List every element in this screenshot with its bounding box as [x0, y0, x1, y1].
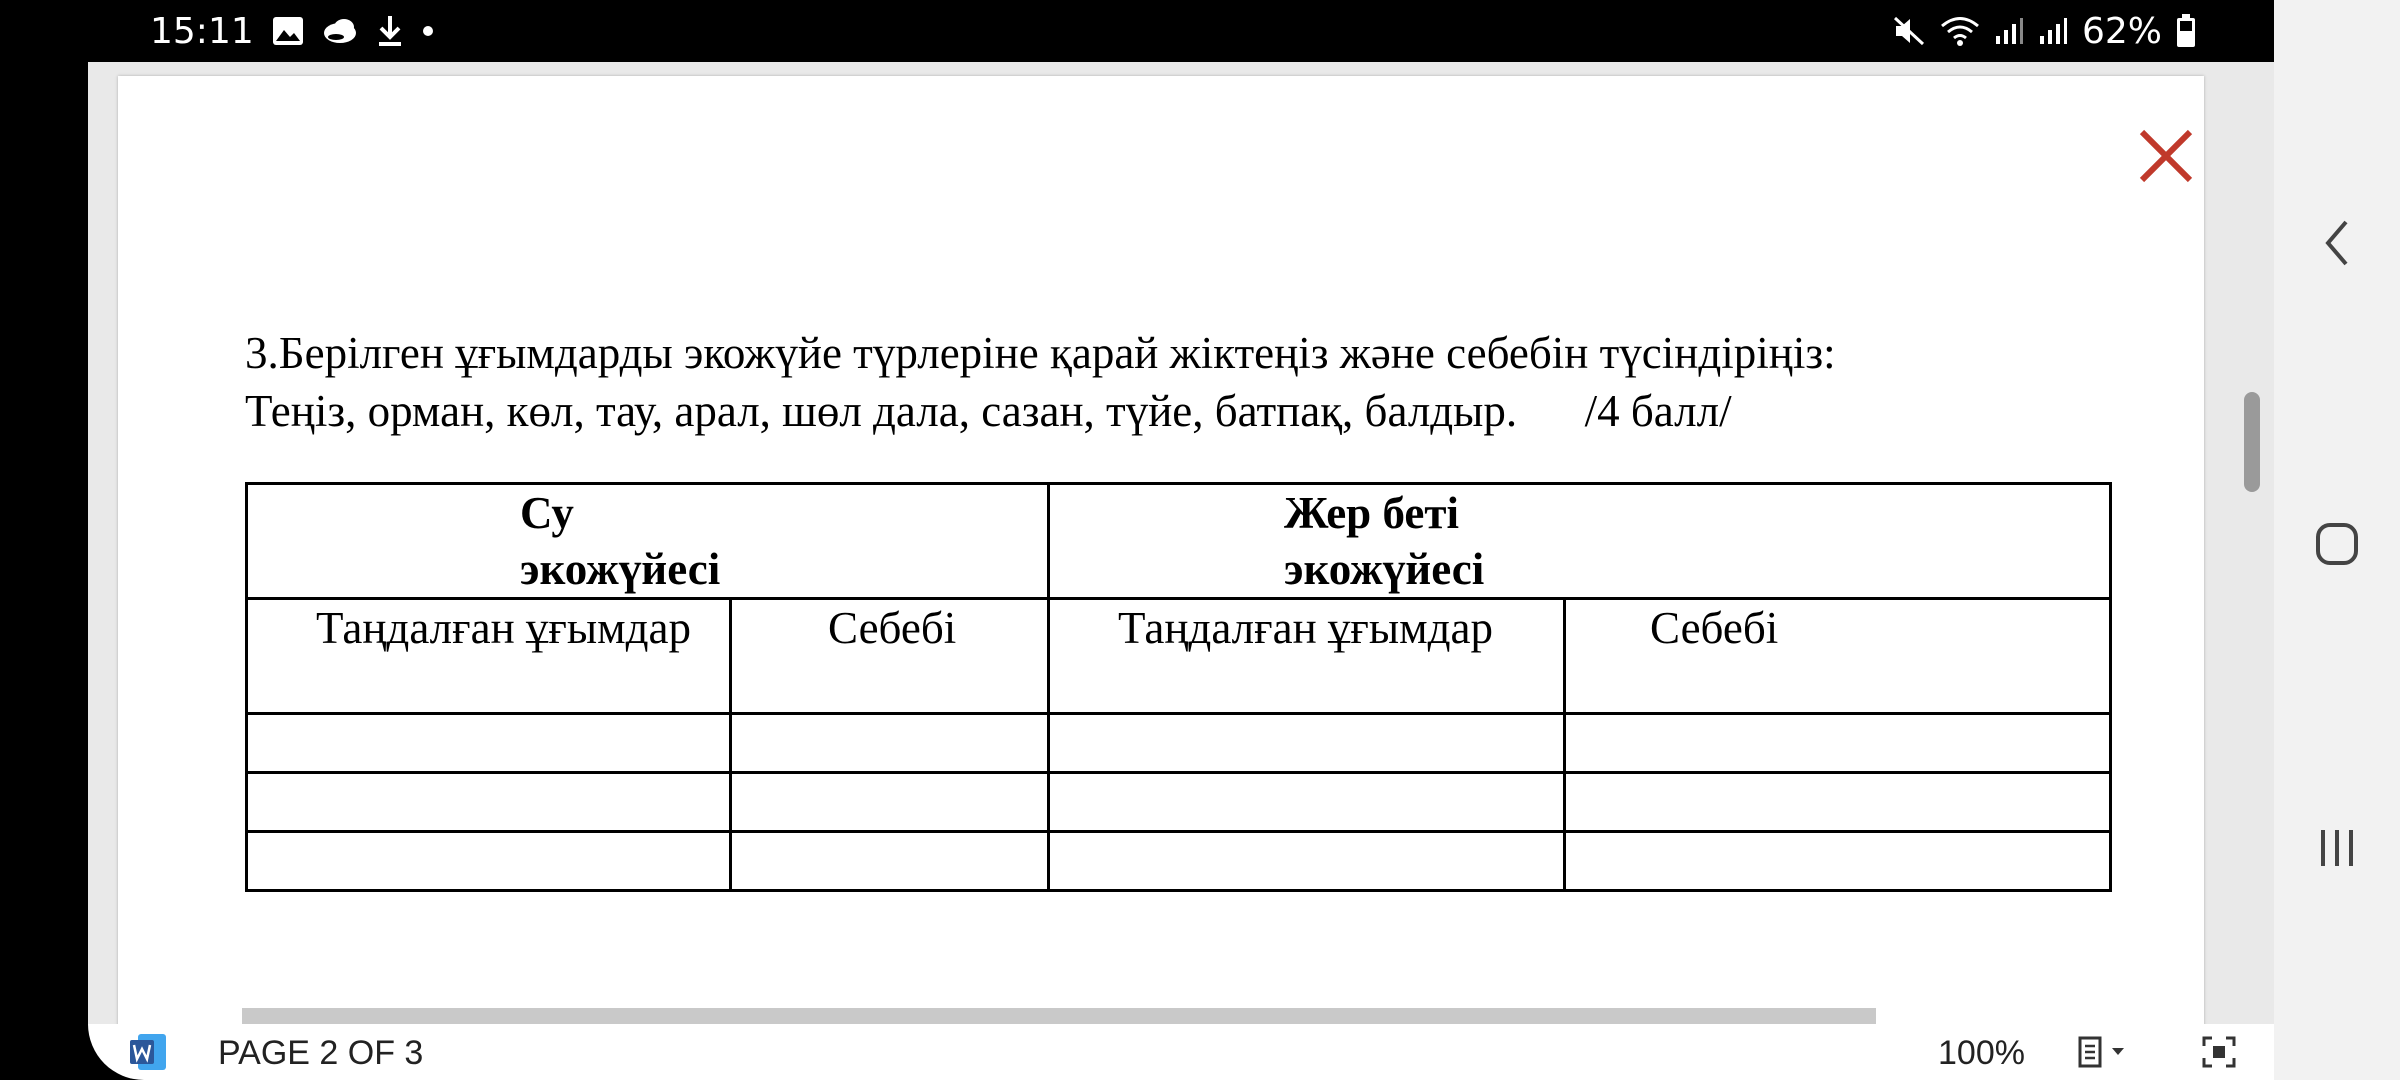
close-icon[interactable] — [2136, 126, 2196, 186]
ecosystem-table — [245, 482, 2112, 892]
status-time: 15:11 — [150, 10, 254, 52]
home-icon — [2315, 522, 2359, 566]
table-cell — [1565, 832, 2111, 891]
table-cell — [1049, 773, 1565, 832]
table-row — [247, 773, 2111, 832]
question-text — [245, 324, 2145, 440]
recents-icon — [2317, 826, 2357, 870]
header-water-line1: Су — [520, 488, 574, 538]
header-land-line1: Жер беті — [1284, 488, 1459, 538]
back-icon — [2322, 218, 2352, 268]
table-cell — [1565, 714, 2111, 773]
table-cell — [731, 832, 1049, 891]
status-left — [150, 0, 434, 62]
table-cell — [1049, 832, 1565, 891]
table-cell — [1565, 773, 2111, 832]
status-right — [1892, 0, 2196, 62]
status-bar — [0, 0, 2274, 62]
recents-button[interactable] — [2274, 826, 2400, 870]
subheader-chosen-concepts-1 — [247, 599, 731, 714]
cloud-icon — [322, 17, 358, 45]
view-mode-icon[interactable] — [2078, 1036, 2128, 1068]
bottom-bar — [88, 1024, 2274, 1080]
question-line-1: 3.Берілген ұғымдарды экожүйе түрлеріне қарай жіктеңіз және себебін түсіндіріңіз: — [245, 328, 1836, 378]
header-land-ecosystem — [1049, 484, 2111, 599]
table-cell — [731, 714, 1049, 773]
header-land-line2: экожүйесі — [1284, 544, 1485, 594]
signal-icon — [2038, 16, 2068, 46]
download-icon — [376, 14, 404, 48]
table-row — [247, 832, 2111, 891]
table-cell — [731, 773, 1049, 832]
zoom-level[interactable]: 100% — [1938, 1034, 2025, 1072]
word-icon — [128, 1032, 168, 1072]
header-water-ecosystem — [247, 484, 1049, 599]
scrollbar-thumb[interactable] — [2244, 392, 2260, 492]
subheader-reason-2 — [1565, 599, 2111, 714]
table-cell — [247, 714, 731, 773]
page-indicator: PAGE 2 OF 3 — [218, 1034, 424, 1072]
table-row — [247, 714, 2111, 773]
subheader-label: Себебі — [1650, 603, 1779, 653]
signal-icon — [1994, 16, 2024, 46]
back-button[interactable] — [2274, 218, 2400, 268]
fit-screen-icon[interactable] — [2202, 1036, 2236, 1068]
table-subheader-row — [247, 599, 2111, 714]
subheader-label: Таңдалған ұғымдар — [1118, 603, 1493, 653]
home-button[interactable] — [2274, 522, 2400, 566]
subheader-reason-1 — [731, 599, 1049, 714]
table-header-row — [247, 484, 2111, 599]
subheader-chosen-concepts-2 — [1049, 599, 1565, 714]
subheader-label: Себебі — [828, 603, 957, 653]
battery-percent: 62% — [2081, 10, 2162, 52]
table-cell — [247, 832, 731, 891]
android-nav-bar — [2274, 0, 2400, 1080]
question-line-2: Теңіз, орман, көл, тау, арал, шөл дала, сазан, түйе, батпақ, балдыр. /4 балл/ — [245, 386, 1732, 436]
battery-icon — [2176, 14, 2196, 48]
dot-icon — [422, 25, 434, 37]
header-water-line2: экожүйесі — [520, 544, 721, 594]
image-icon — [272, 16, 304, 46]
table-cell — [247, 773, 731, 832]
mute-icon — [1892, 15, 1926, 47]
subheader-label: Таңдалған ұғымдар — [316, 603, 691, 653]
table-cell — [1049, 714, 1565, 773]
wifi-icon — [1940, 15, 1980, 47]
